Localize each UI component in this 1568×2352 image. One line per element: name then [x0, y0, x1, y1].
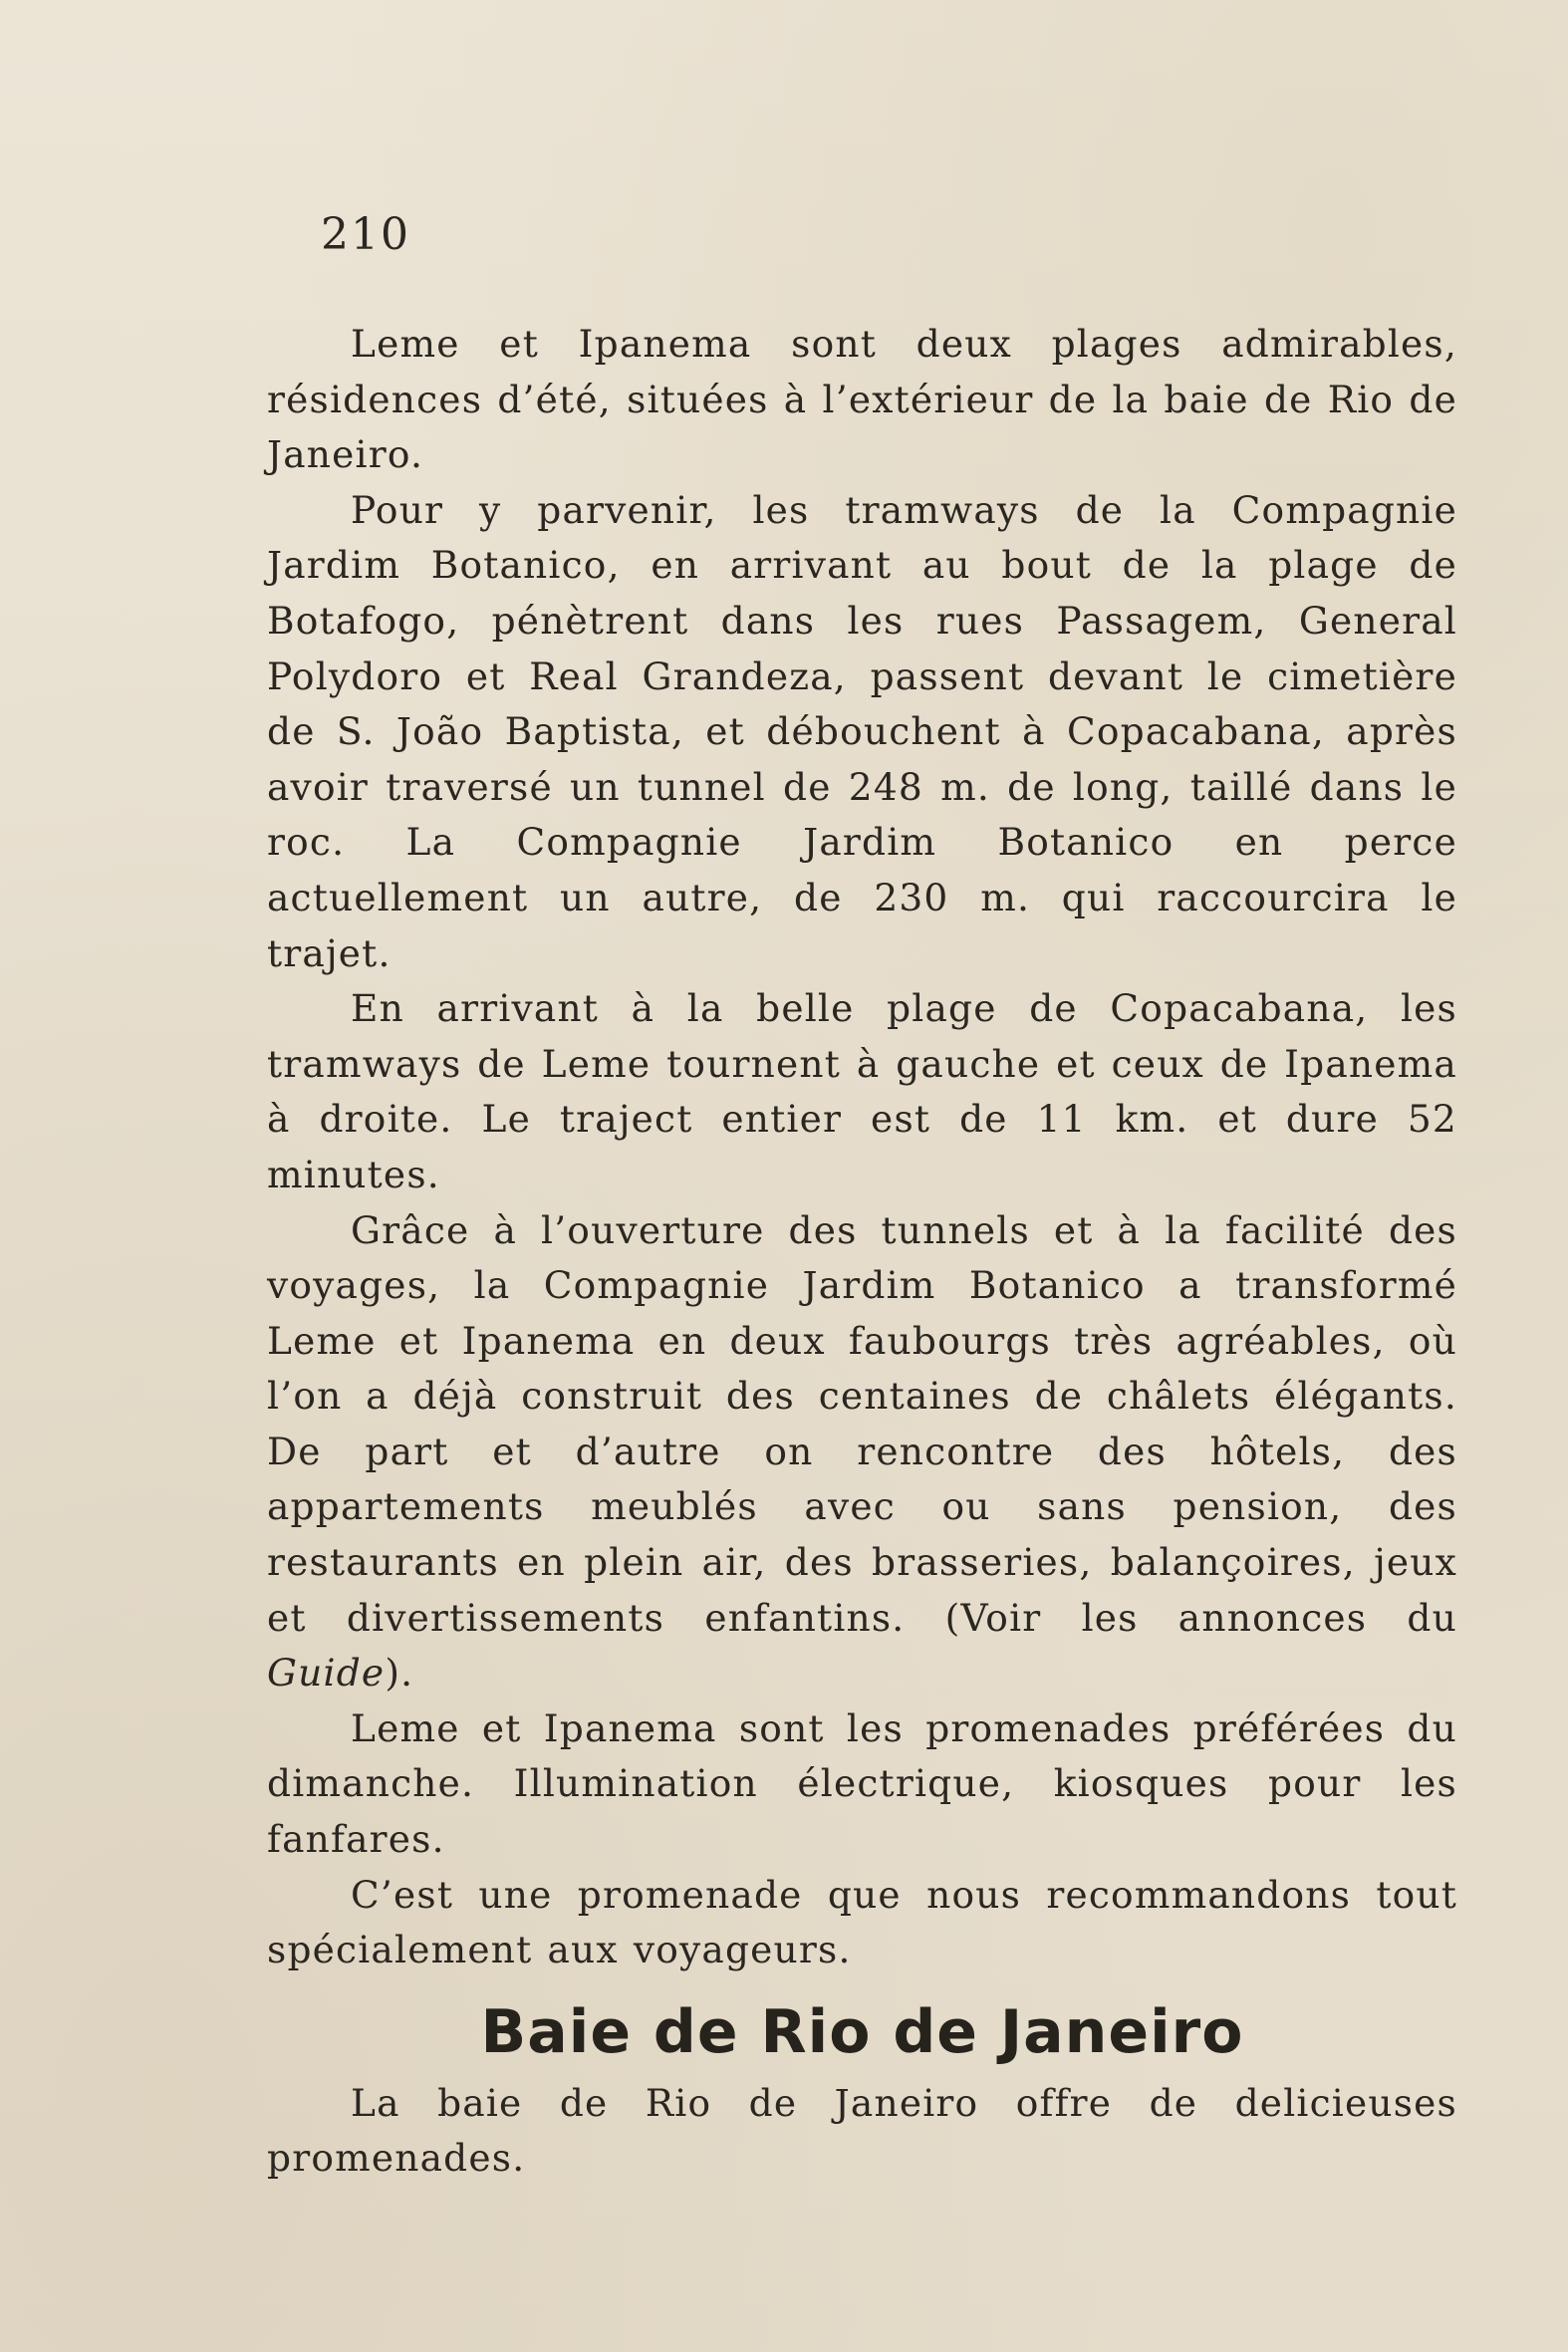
paragraph-tramway-route: Pour y parvenir, les tramways de la Compagnie Jardim Botanico, en arrivant au bout de la plage de Botafogo, pénètrent dans les rues Passagem, General Polydoro et Real Grandeza, passent devant le cimetière de S. João Baptista, et débouchent à Copacabana, après avoir traversé un tunnel de 248 m. de long, taillé dans le roc. La Compagnie Jardim Botanico en perce actuellement un autre, de 230 m. qui raccourcira le trajet.: [267, 487, 1457, 975]
page-number: 210: [321, 209, 410, 260]
guide-reference: Guide: [267, 1651, 386, 1696]
paragraph-bay-promenades: La baie de Rio de Janeiro offre de delicieuses promenades.: [267, 2080, 1457, 2181]
paragraph-leme-ipanema: Leme et Ipanema sont deux plages admirables, résidences d’été, situées à l’extérieur de la baie de Rio de Janeiro.: [267, 322, 1457, 477]
paragraph-copacabana: En arrivant à la belle plage de Copacabana, les tramways de Leme tournent à gauche et ceux de Ipanema à droite. Le traject entier est de 11 km. et dure 52 minutes.: [267, 986, 1457, 1196]
paragraph-sunday-promenades: Leme et Ipanema sont les promenades préférées du dimanche. Illumination électrique, kiosques pour les fanfares.: [267, 1705, 1457, 1862]
paragraph-faubourgs: [267, 1203, 1457, 1701]
section-heading: Baie de Rio de Janeiro: [480, 1996, 1244, 2067]
paragraph-recommendation: C’est une promenade que nous recommandons tout spécialement aux voyageurs.: [267, 1872, 1457, 1972]
paragraph-faubourgs-text: Grâce à l’ouverture des tunnels et à la facilité des voyages, la Compagnie Jardim Botanico a transformé Leme et Ipanema en deux faubourgs très agréables, où l’on a déjà construit des centaines de châlets élégants. De part et d’autre on rencontre des hôtels, des appartements meublés avec ou sans pension, des restaurants en plein air, des brasseries, balançoires, jeux et divertissements enfantins. (Voir les annonces du: [267, 1207, 1457, 1640]
body-text: [267, 317, 1457, 2187]
paragraph-faubourgs-end: ).: [385, 1651, 414, 1696]
